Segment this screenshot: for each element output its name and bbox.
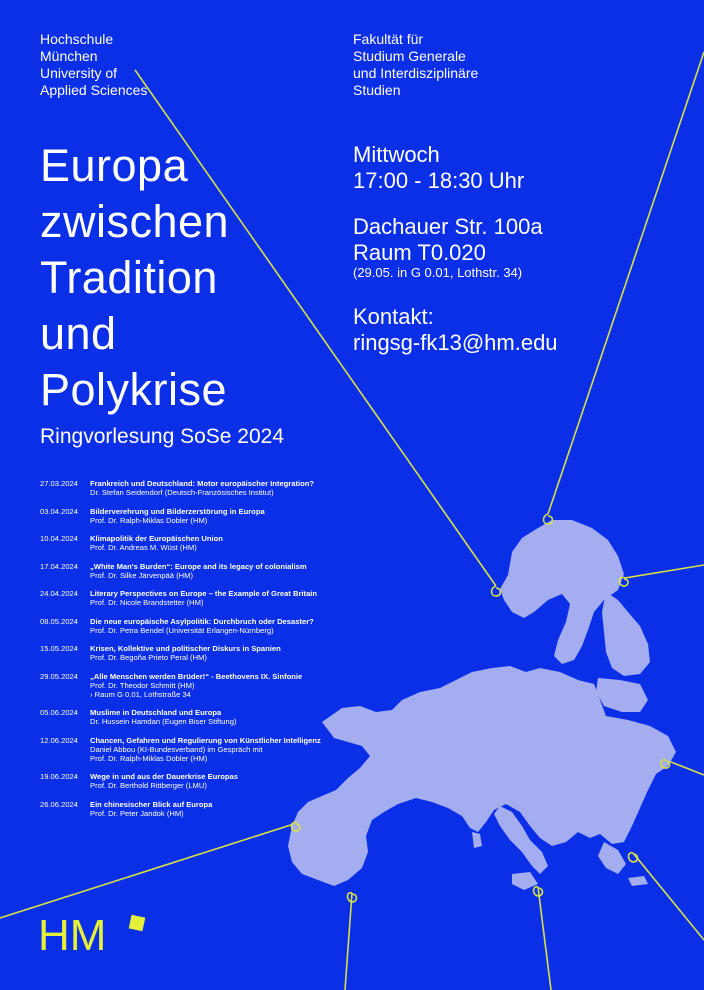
row-date: 27.03.2024 xyxy=(40,479,79,488)
baltics-shape xyxy=(596,678,648,712)
hm-logo xyxy=(38,910,150,961)
row-speaker: Prof. Dr. Nicole Brandstetter (HM) xyxy=(90,598,204,607)
row-date: 10.04.2024 xyxy=(40,534,79,543)
room: Raum T0.020 xyxy=(353,240,486,265)
row-speaker: Prof. Dr. Andreas M. Wüst (HM) xyxy=(90,543,197,552)
schedule-row xyxy=(40,800,370,818)
thread-line xyxy=(0,823,297,918)
row-speaker: Prof. Dr. Silke Järvenpää (HM) xyxy=(90,570,193,580)
row-title: Ein chinesischer Blick auf Europa xyxy=(90,799,213,809)
schedule-list xyxy=(40,479,370,827)
row-date: 12.06.2024 xyxy=(40,735,79,745)
thread-line xyxy=(666,760,704,775)
row-speaker: Prof. Dr. Petra Bendel (Universität Erlangen-Nürnberg) xyxy=(90,625,274,635)
room-note: (29.05. in G 0.01, Lothstr. 34) xyxy=(353,265,523,280)
row-date: 05.06.2024 xyxy=(40,708,79,717)
event-info xyxy=(353,142,558,356)
row-speaker: Prof. Dr. Ralph-Miklas Dobler (HM) xyxy=(90,753,208,763)
row-speaker: Prof. Dr. Peter Jandok (HM) xyxy=(90,808,184,818)
address: Dachauer Str. 100a xyxy=(353,214,543,239)
thread-line xyxy=(633,853,704,940)
logo-text: HM xyxy=(38,911,107,956)
schedule-row xyxy=(40,507,370,525)
row-date: 17.04.2024 xyxy=(40,561,79,571)
row-speaker: Dr. Stefan Seidendorf (Deutsch-Französisches Institut) xyxy=(90,488,274,497)
island-shape xyxy=(448,776,462,790)
schedule-row xyxy=(40,479,370,497)
subtitle: Ringvorlesung SoSe 2024 xyxy=(40,425,285,448)
schedule-row xyxy=(40,617,370,635)
row-speaker: Daniel Abbou (KI-Bundesverband) im Gespräch mit xyxy=(90,744,263,754)
faculty-name: Fakultät für Studium Generale und Interdisziplinäre Studien xyxy=(353,31,479,98)
row-date: 26.06.2024 xyxy=(40,799,79,809)
page-title: Europa zwischen Tradition und Polykrise xyxy=(40,140,230,415)
row-date: 03.04.2024 xyxy=(40,506,79,516)
island-shape xyxy=(628,876,648,886)
schedule-row xyxy=(40,562,370,580)
thread-line xyxy=(538,887,551,990)
row-title: Krisen, Kollektive und politischer Diskurs in Spanien xyxy=(90,644,281,653)
row-date: 19.06.2024 xyxy=(40,772,79,781)
time: 17:00 - 18:30 Uhr xyxy=(353,168,525,193)
row-note: › Raum G 0.01, Lothstraße 34 xyxy=(90,689,191,699)
finland-shape xyxy=(602,592,650,676)
schedule-row xyxy=(40,672,370,699)
island-shape xyxy=(472,832,482,848)
row-title: Literary Perspectives on Europe – the Example of Great Britain xyxy=(90,589,318,598)
row-title: „White Man's Burden“: Europe and its legacy of colonialism xyxy=(90,561,307,571)
row-speaker: Prof. Dr. Begoña Prieto Peral (HM) xyxy=(90,653,207,662)
contact-label: Kontakt: xyxy=(353,304,434,329)
schedule-row xyxy=(40,736,370,763)
row-title: Die neue europäische Asylpolitik: Durchbruch oder Desaster? xyxy=(90,616,314,626)
day: Mittwoch xyxy=(353,142,440,167)
row-speaker: Prof. Dr. Berthold Rittberger (LMU) xyxy=(90,781,207,790)
contact-email[interactable]: ringsg-fk13@hm.edu xyxy=(353,330,558,355)
schedule-row xyxy=(40,589,370,607)
thread-line xyxy=(345,893,352,990)
row-title: Frankreich und Deutschland: Motor europäischer Integration? xyxy=(90,479,315,488)
row-date: 29.05.2024 xyxy=(40,671,79,681)
row-title: Muslime in Deutschland und Europa xyxy=(90,708,222,717)
schedule-row xyxy=(40,644,370,662)
row-title: „Alle Menschen werden Brüder!“ - Beethovens IX. Sinfonie xyxy=(90,671,303,681)
row-title: Wege in und aus der Dauerkrise Europas xyxy=(90,772,238,781)
institution-name: Hochschule München University of Applied Sciences xyxy=(40,31,148,98)
hm-logo-icon xyxy=(38,910,150,956)
row-title: Bilderverehrung und Bilderzerstörung in Europa xyxy=(90,506,265,516)
curl-icon xyxy=(492,586,501,596)
row-date: 24.04.2024 xyxy=(40,589,79,598)
thread-line xyxy=(625,565,704,578)
row-speaker: Prof. Dr. Ralph-Miklas Dobler (HM) xyxy=(90,515,208,525)
schedule-row xyxy=(40,708,370,726)
row-title: Chancen, Gefahren und Regulierung von Künstlicher Intelligenz xyxy=(90,735,321,745)
greece-shape xyxy=(598,842,626,874)
row-speaker: Dr. Hussein Hamdan (Eugen Biser Stiftung) xyxy=(90,717,237,726)
logo-square xyxy=(129,915,146,932)
thread-line xyxy=(548,52,704,514)
row-speaker: Prof. Dr. Theodor Schmitt (HM) xyxy=(90,680,195,690)
schedule-row xyxy=(40,534,370,552)
row-date: 08.05.2024 xyxy=(40,616,79,626)
row-date: 15.05.2024 xyxy=(40,644,79,653)
schedule-row xyxy=(40,772,370,790)
row-title: Klimapolitik der Europäischen Union xyxy=(90,534,223,543)
